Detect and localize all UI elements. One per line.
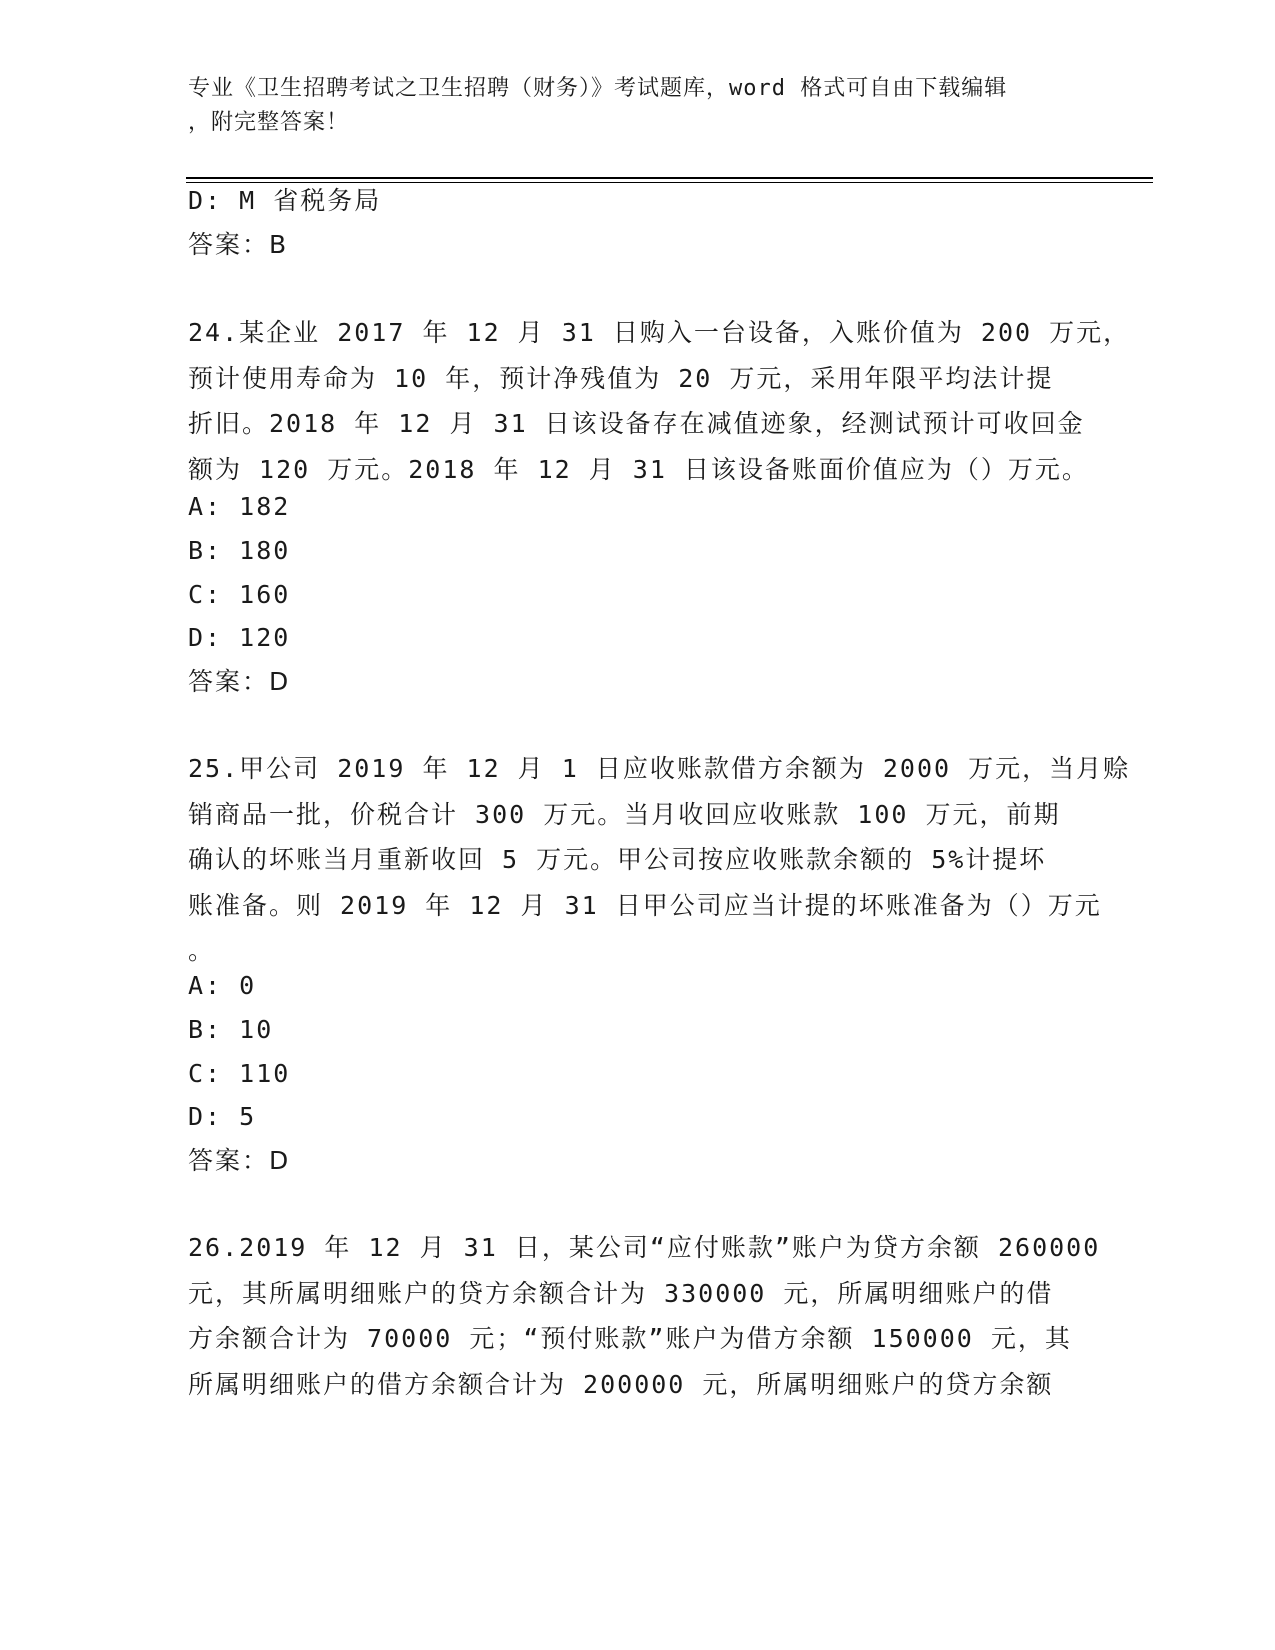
q25-option-d: D: 5 (188, 1102, 257, 1131)
q24-answer: 答案：D (188, 667, 291, 696)
question-25-line: 确认的坏账当月重新收回 5 万元。甲公司按应收账款余额的 5%计提坏 (188, 845, 1047, 874)
q25-option-c: C: 110 (188, 1059, 291, 1088)
header-divider-thick (186, 177, 1153, 179)
q24-option-b: B: 180 (188, 536, 291, 565)
question-25-line: 销商品一批，价税合计 300 万元。当月收回应收账款 100 万元，前期 (188, 799, 1061, 829)
q24-option-a: A: 182 (188, 492, 291, 521)
question-25-line: 25.甲公司 2019 年 12 月 1 日应收账款借方余额为 2000 万元，当月赊 (188, 754, 1131, 783)
q25-option-a: A: 0 (188, 971, 257, 1000)
q25-answer: 答案：D (188, 1146, 291, 1175)
prev-option-d: D: M 省税务局 (188, 186, 382, 215)
question-25-line: 账准备。则 2019 年 12 月 31 日甲公司应当计提的坏账准备为（）万元 (188, 890, 1102, 920)
q24-option-d: D: 120 (188, 623, 291, 652)
question-26-line: 26.2019 年 12 月 31 日，某公司“应付账款”账户为贷方余额 260000 (188, 1233, 1101, 1262)
question-24-line: 24.某企业 2017 年 12 月 31 日购入一台设备，入账价值为 200 万元， (188, 318, 1131, 347)
document-header (188, 72, 1068, 140)
header-divider-thin (186, 182, 1153, 183)
question-25-stem (188, 746, 1131, 974)
q25-option-b: B: 10 (188, 1015, 274, 1044)
question-25-line: 。 (188, 936, 216, 965)
question-24-line: 额为 120 万元。2018 年 12 月 31 日该设备账面价值应为（）万元。 (188, 454, 1089, 484)
question-26-line: 所属明细账户的借方余额合计为 200000 元，所属明细账户的贷方余额 (188, 1369, 1054, 1399)
question-26-stem (188, 1225, 1101, 1407)
question-24-line: 折旧。2018 年 12 月 31 日该设备存在减值迹象，经测试预计可收回金 (188, 409, 1085, 438)
question-24-stem (188, 310, 1131, 492)
question-24-line: 预计使用寿命为 10 年，预计净残值为 20 万元，采用年限平均法计提 (188, 363, 1054, 393)
question-26-line: 元，其所属明细账户的贷方余额合计为 330000 元，所属明细账户的借 (188, 1278, 1054, 1308)
q24-option-c: C: 160 (188, 580, 291, 609)
header-line-2: ，附完整答案！ (188, 110, 350, 135)
question-26-line: 方余额合计为 70000 元；“预付账款”账户为借方余额 150000 元，其 (188, 1324, 1072, 1353)
prev-answer: 答案：B (188, 230, 289, 259)
header-line-1: 专业《卫生招聘考试之卫生招聘（财务）》考试题库，word 格式可自由下载编辑 (188, 76, 1008, 101)
